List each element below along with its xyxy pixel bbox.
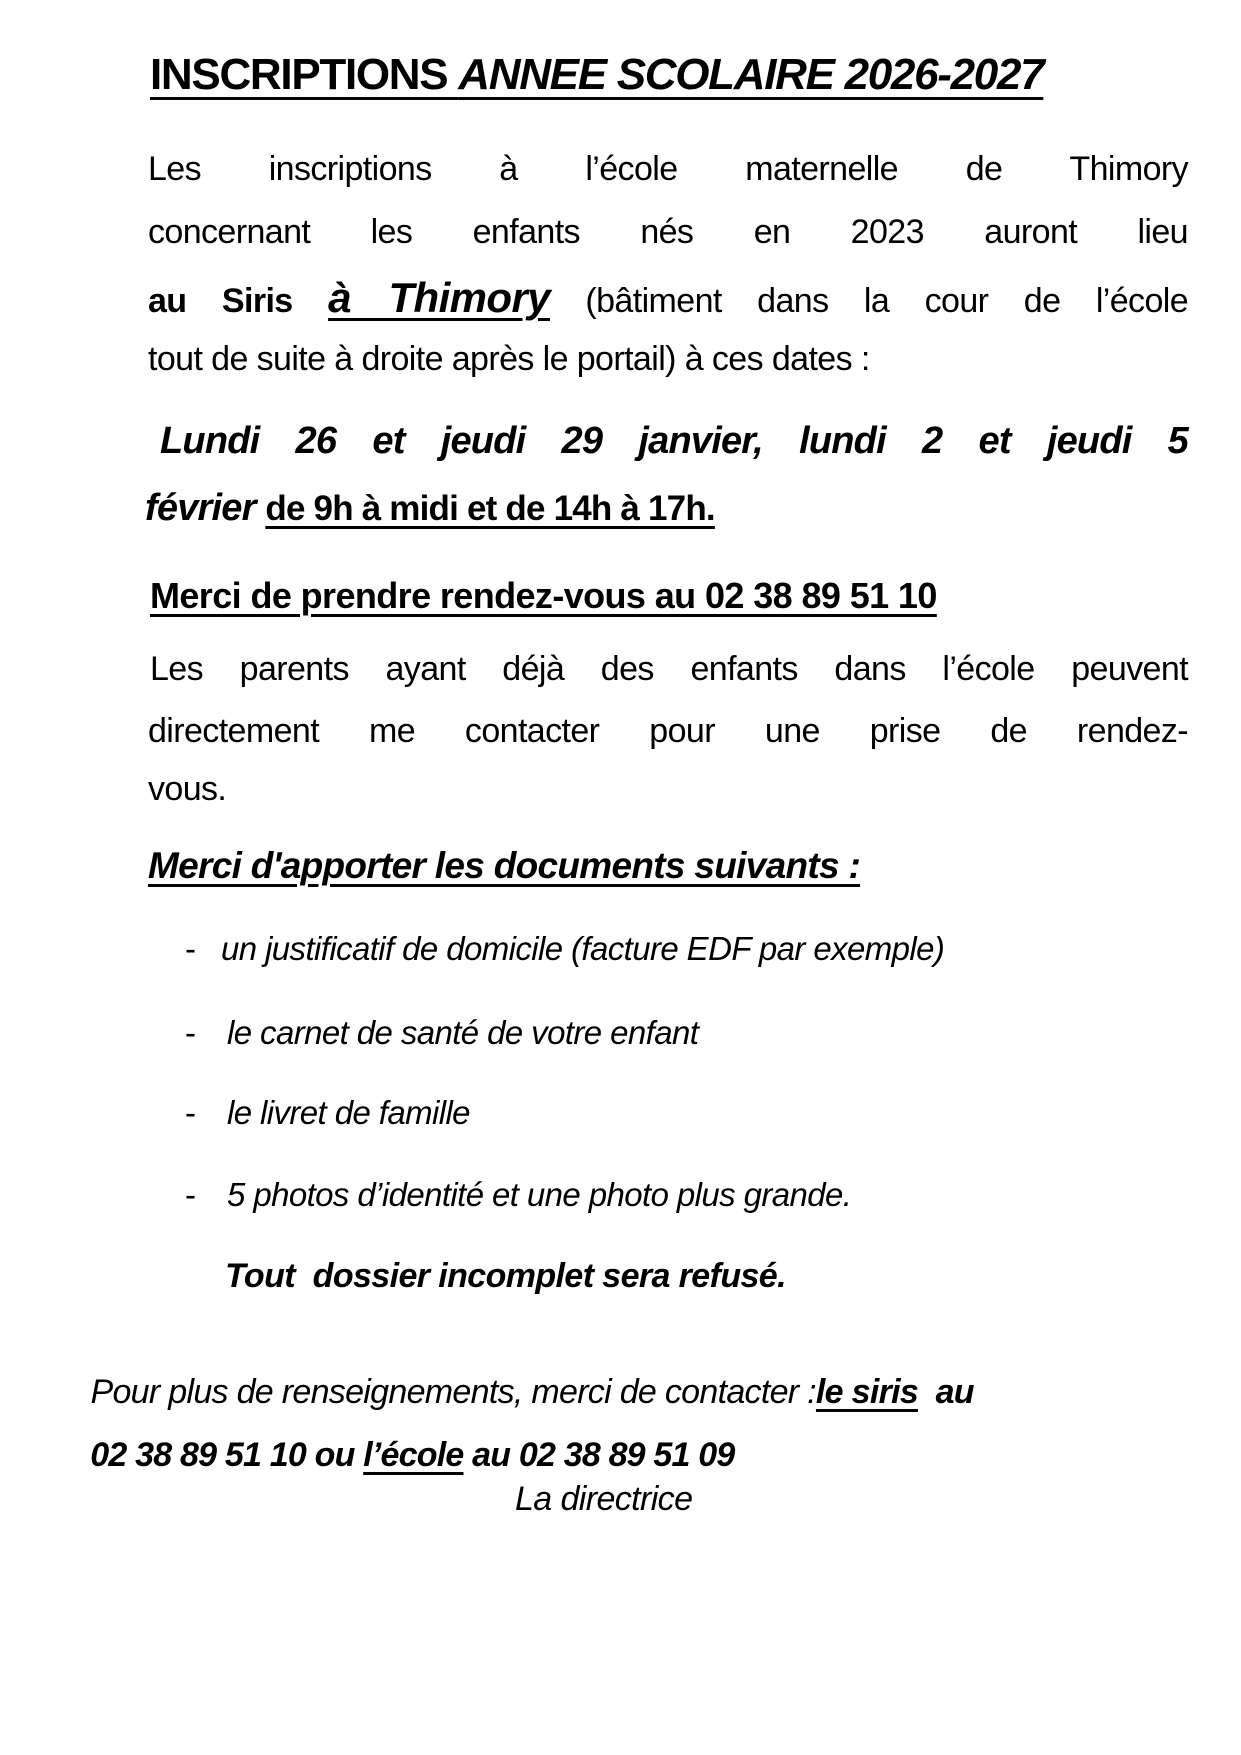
documents-heading: Merci d'apporter les documents suivants :	[148, 845, 861, 886]
contact-line-2	[73, 1397, 735, 1475]
parents-line-3: vous.	[148, 770, 227, 808]
bullet-dash: -	[185, 930, 196, 967]
intro-line-1: Les inscriptions à l’école maternelle de Thimory	[148, 150, 1188, 188]
signature: La directrice	[515, 1480, 693, 1518]
intro-siris: au Siris	[148, 282, 329, 320]
incomplete-warning: Tout dossier incomplet sera refusé.	[225, 1257, 786, 1295]
dates-hours: de 9h à midi et de 14h à 17h.	[265, 489, 715, 528]
intro-building: (bâtiment dans la cour de l’école	[549, 282, 1189, 320]
title-inscriptions: INSCRIPTIONS	[150, 50, 459, 99]
document-item	[185, 1176, 851, 1214]
contact-siris: le siris	[815, 1373, 919, 1411]
intro-line-2: concernant les enfants nés en 2023 auront lieu	[148, 213, 1188, 251]
school-phone: au 02 38 89 51 09	[463, 1436, 735, 1474]
bullet-dash: -	[185, 1176, 196, 1213]
page-title	[150, 50, 1043, 100]
document-item	[185, 1094, 470, 1132]
intro-line-3	[148, 274, 1188, 322]
siris-phone: 02 38 89 51 10 ou	[90, 1436, 364, 1474]
document-item-label: le carnet de santé de votre enfant	[227, 1014, 699, 1051]
document-item-label: un justificatif de domicile (facture EDF par exemple)	[221, 930, 945, 967]
intro-place: à Thimory	[328, 274, 550, 321]
parents-line-2: directement me contacter pour une prise de rendez-	[148, 712, 1188, 750]
dates-month: février	[145, 487, 256, 529]
appointment-phone: Merci de prendre rendez-vous au 02 38 89 51 10	[150, 575, 937, 616]
dates-line-2	[145, 487, 715, 530]
document-item-label: le livret de famille	[227, 1094, 470, 1131]
intro-line-4: tout de suite à droite après le portail) à ces dates :	[148, 340, 870, 378]
parents-line-1: Les parents ayant déjà des enfants dans l’école peuvent	[150, 650, 1188, 688]
document-item	[185, 930, 944, 968]
bullet-dash: -	[185, 1094, 196, 1131]
title-school-year: ANNEE SCOLAIRE 2026-2027	[458, 50, 1044, 99]
document-item	[185, 1014, 698, 1052]
contact-text: Pour plus de renseignements, merci de contacter :	[90, 1373, 816, 1411]
contact-au: au	[918, 1373, 974, 1411]
document-item-label: 5 photos d’identité et une photo plus grande.	[227, 1176, 852, 1213]
contact-ecole: l’école	[363, 1436, 464, 1474]
bullet-dash: -	[185, 1014, 196, 1051]
dates-line-1: Lundi 26 et jeudi 29 janvier, lundi 2 et jeudi 5	[160, 420, 1188, 462]
